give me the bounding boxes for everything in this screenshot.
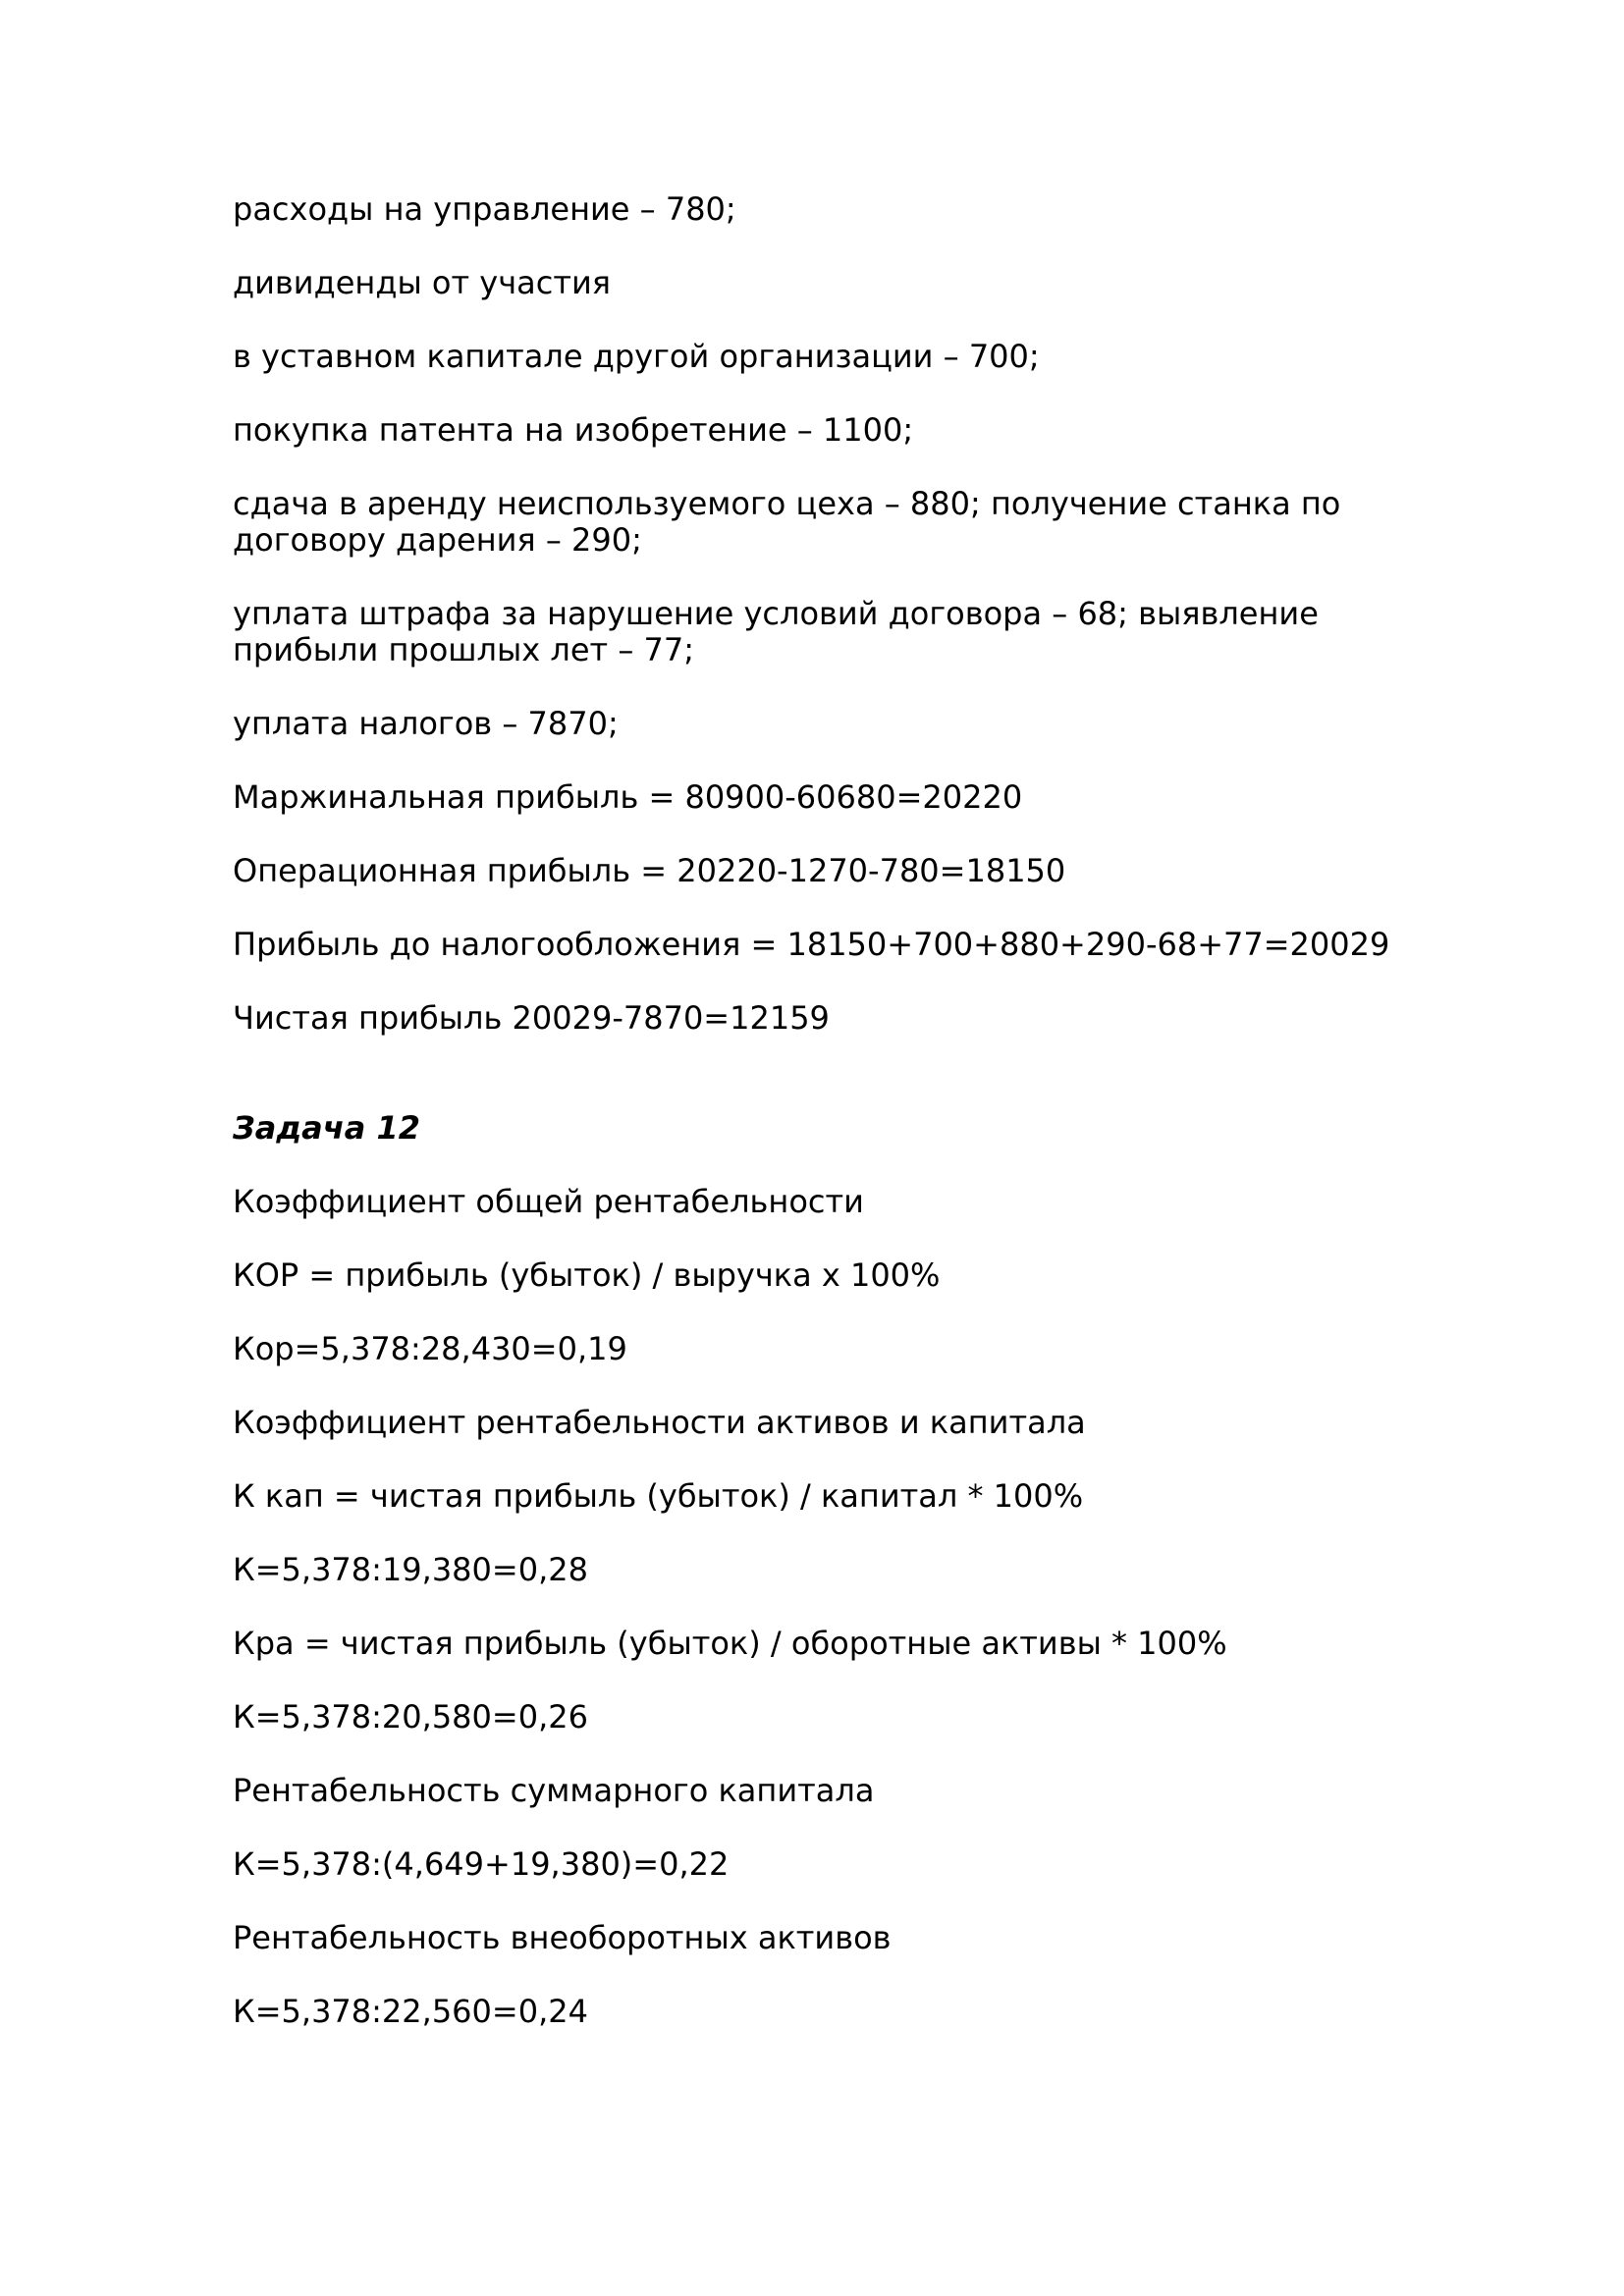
paragraph-marginal-profit: Маржинальная прибыль = 80900-60680=20220 <box>233 778 1023 816</box>
formula-k-cap: К кап = чистая прибыль (убыток) / капитал * 100% <box>233 1477 1084 1515</box>
calc-kra: К=5,378:20,580=0,26 <box>233 1698 588 1735</box>
paragraph-penalty-and-profit: уплата штрафа за нарушение условий договора – 68; выявление прибыли прошлых лет – 77; <box>233 595 1319 668</box>
paragraph-assets-capital-profitability: Коэффициент рентабельности активов и капитала <box>233 1404 1086 1441</box>
paragraph-pretax-profit: Прибыль до налогообложения = 18150+700+880+290-68+77=20029 <box>233 926 1390 963</box>
paragraph-net-profit: Чистая прибыль 20029-7870=12159 <box>233 999 830 1037</box>
paragraph-total-capital-profitability: Рентабельность суммарного капитала <box>233 1772 875 1809</box>
paragraph-rent-and-gift: сдача в аренду неиспользуемого цеха – 880; получение станка по договору дарения – 290; <box>233 485 1341 559</box>
paragraph-noncurrent-assets-profitability: Рентабельность внеоборотных активов <box>233 1919 892 1956</box>
paragraph-patent-purchase: покупка патента на изобретение – 1100; <box>233 411 914 449</box>
document-body <box>233 191 1460 2030</box>
calc-kor: Кор=5,378:28,430=0,19 <box>233 1330 627 1367</box>
calc-total-capital: К=5,378:(4,649+19,380)=0,22 <box>233 1845 730 1883</box>
paragraph-taxes: уплата налогов – 7870; <box>233 705 619 742</box>
formula-kra: Кра = чистая прибыль (убыток) / оборотные активы * 100% <box>233 1625 1227 1662</box>
paragraph-general-profitability: Коэффициент общей рентабельности <box>233 1183 864 1220</box>
paragraph-operating-profit: Операционная прибыль = 20220-1270-780=18150 <box>233 852 1066 889</box>
calc-noncurrent-assets: К=5,378:22,560=0,24 <box>233 1993 588 2030</box>
calc-k-cap: К=5,378:19,380=0,28 <box>233 1551 588 1588</box>
paragraph-dividends: дивиденды от участия <box>233 264 611 301</box>
paragraph-management-costs: расходы на управление – 780; <box>233 190 736 228</box>
formula-kor: КОР = прибыль (убыток) / выручка х 100% <box>233 1256 941 1294</box>
section-heading: Задача 12 <box>233 1109 420 1147</box>
paragraph-charter-capital: в уставном капитале другой организации – 700; <box>233 338 1040 375</box>
